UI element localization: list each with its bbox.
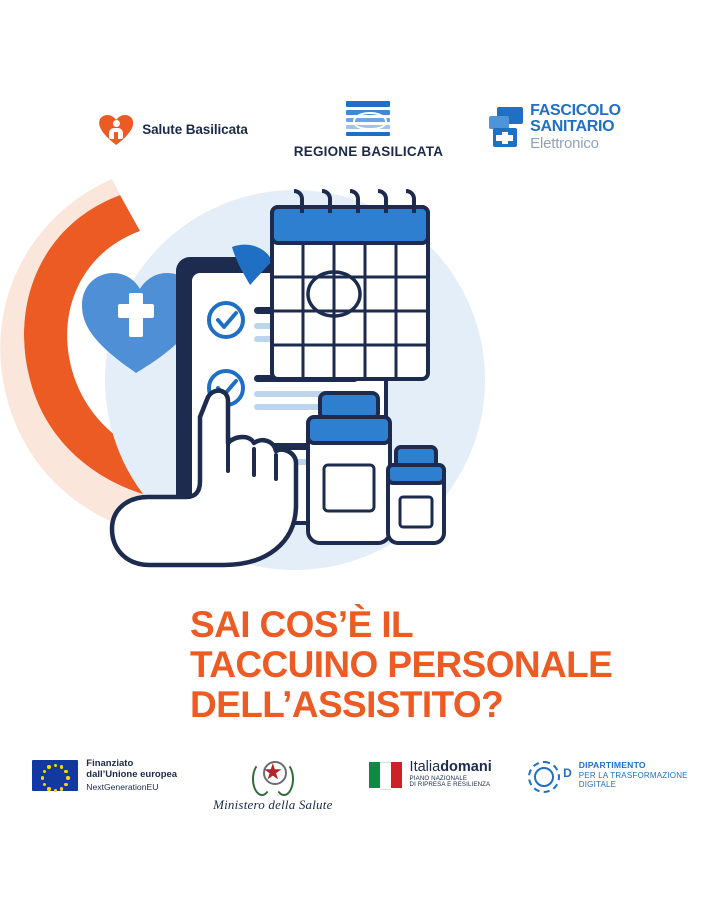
eu-line3: NextGenerationEU <box>86 782 159 793</box>
logo-salute-basilicata <box>99 113 248 145</box>
fse-line3: Elettronico <box>530 134 599 152</box>
calendar <box>272 191 428 379</box>
dipartimento-line3: DIGITALE <box>578 780 617 790</box>
italia-domani-bold: domani <box>440 759 492 775</box>
ministero-salute-label: Ministero della Salute <box>213 797 333 812</box>
dipartimento-circle-icon <box>528 760 572 790</box>
headline-line-2: TACCUINO PERSONALE <box>190 643 613 685</box>
headline-line-1: SAI COS’È IL <box>190 604 414 645</box>
eu-line2: dall’Unione europea <box>86 769 178 781</box>
logo-eu-funding <box>32 758 177 793</box>
logo-regione-basilicata <box>294 101 443 159</box>
logo-ministero-salute <box>213 754 332 813</box>
logo-salute-basilicata-label: Salute Basilicata <box>142 121 248 137</box>
logo-italia-domani <box>369 760 492 789</box>
dipartimento-badge: D <box>563 766 572 780</box>
headline-line-3: DELL’ASSISTITO? <box>190 683 504 725</box>
italia-domani-line3: DI RIPRESA E RESILIENZA <box>409 781 491 789</box>
italia-domani-regular: Italia <box>409 759 441 775</box>
logo-fascicolo-sanitario-elettronico <box>489 103 621 151</box>
fse-line2: SANITARIO <box>530 118 615 136</box>
headline <box>190 605 690 725</box>
footer-logo-bar <box>0 752 720 822</box>
medicine-bottle-large <box>308 393 390 543</box>
italia-domani-line2: PIANO NAZIONALE <box>409 774 468 782</box>
medicine-bottle-small <box>388 447 444 543</box>
dipartimento-line1: DIPARTIMENTO <box>578 760 646 771</box>
top-logo-bar <box>0 95 720 175</box>
taccuino-illustration <box>0 165 720 605</box>
eu-flag-icon <box>32 760 78 791</box>
regione-basilicata-wave-icon <box>346 101 390 137</box>
fse-document-cross-icon <box>489 107 523 147</box>
logo-regione-basilicata-label: REGIONE BASILICATA <box>293 144 444 159</box>
italian-flag-icon <box>369 762 403 788</box>
heart-person-icon <box>99 113 133 145</box>
dipartimento-line2: PER LA TRASFORMAZIONE <box>578 770 688 780</box>
logo-dipartimento-trasformazione-digitale <box>528 760 688 790</box>
fse-line1: FASCICOLO <box>530 102 621 119</box>
republic-emblem-icon <box>251 754 295 796</box>
eu-line1: Finanziato <box>86 758 134 769</box>
